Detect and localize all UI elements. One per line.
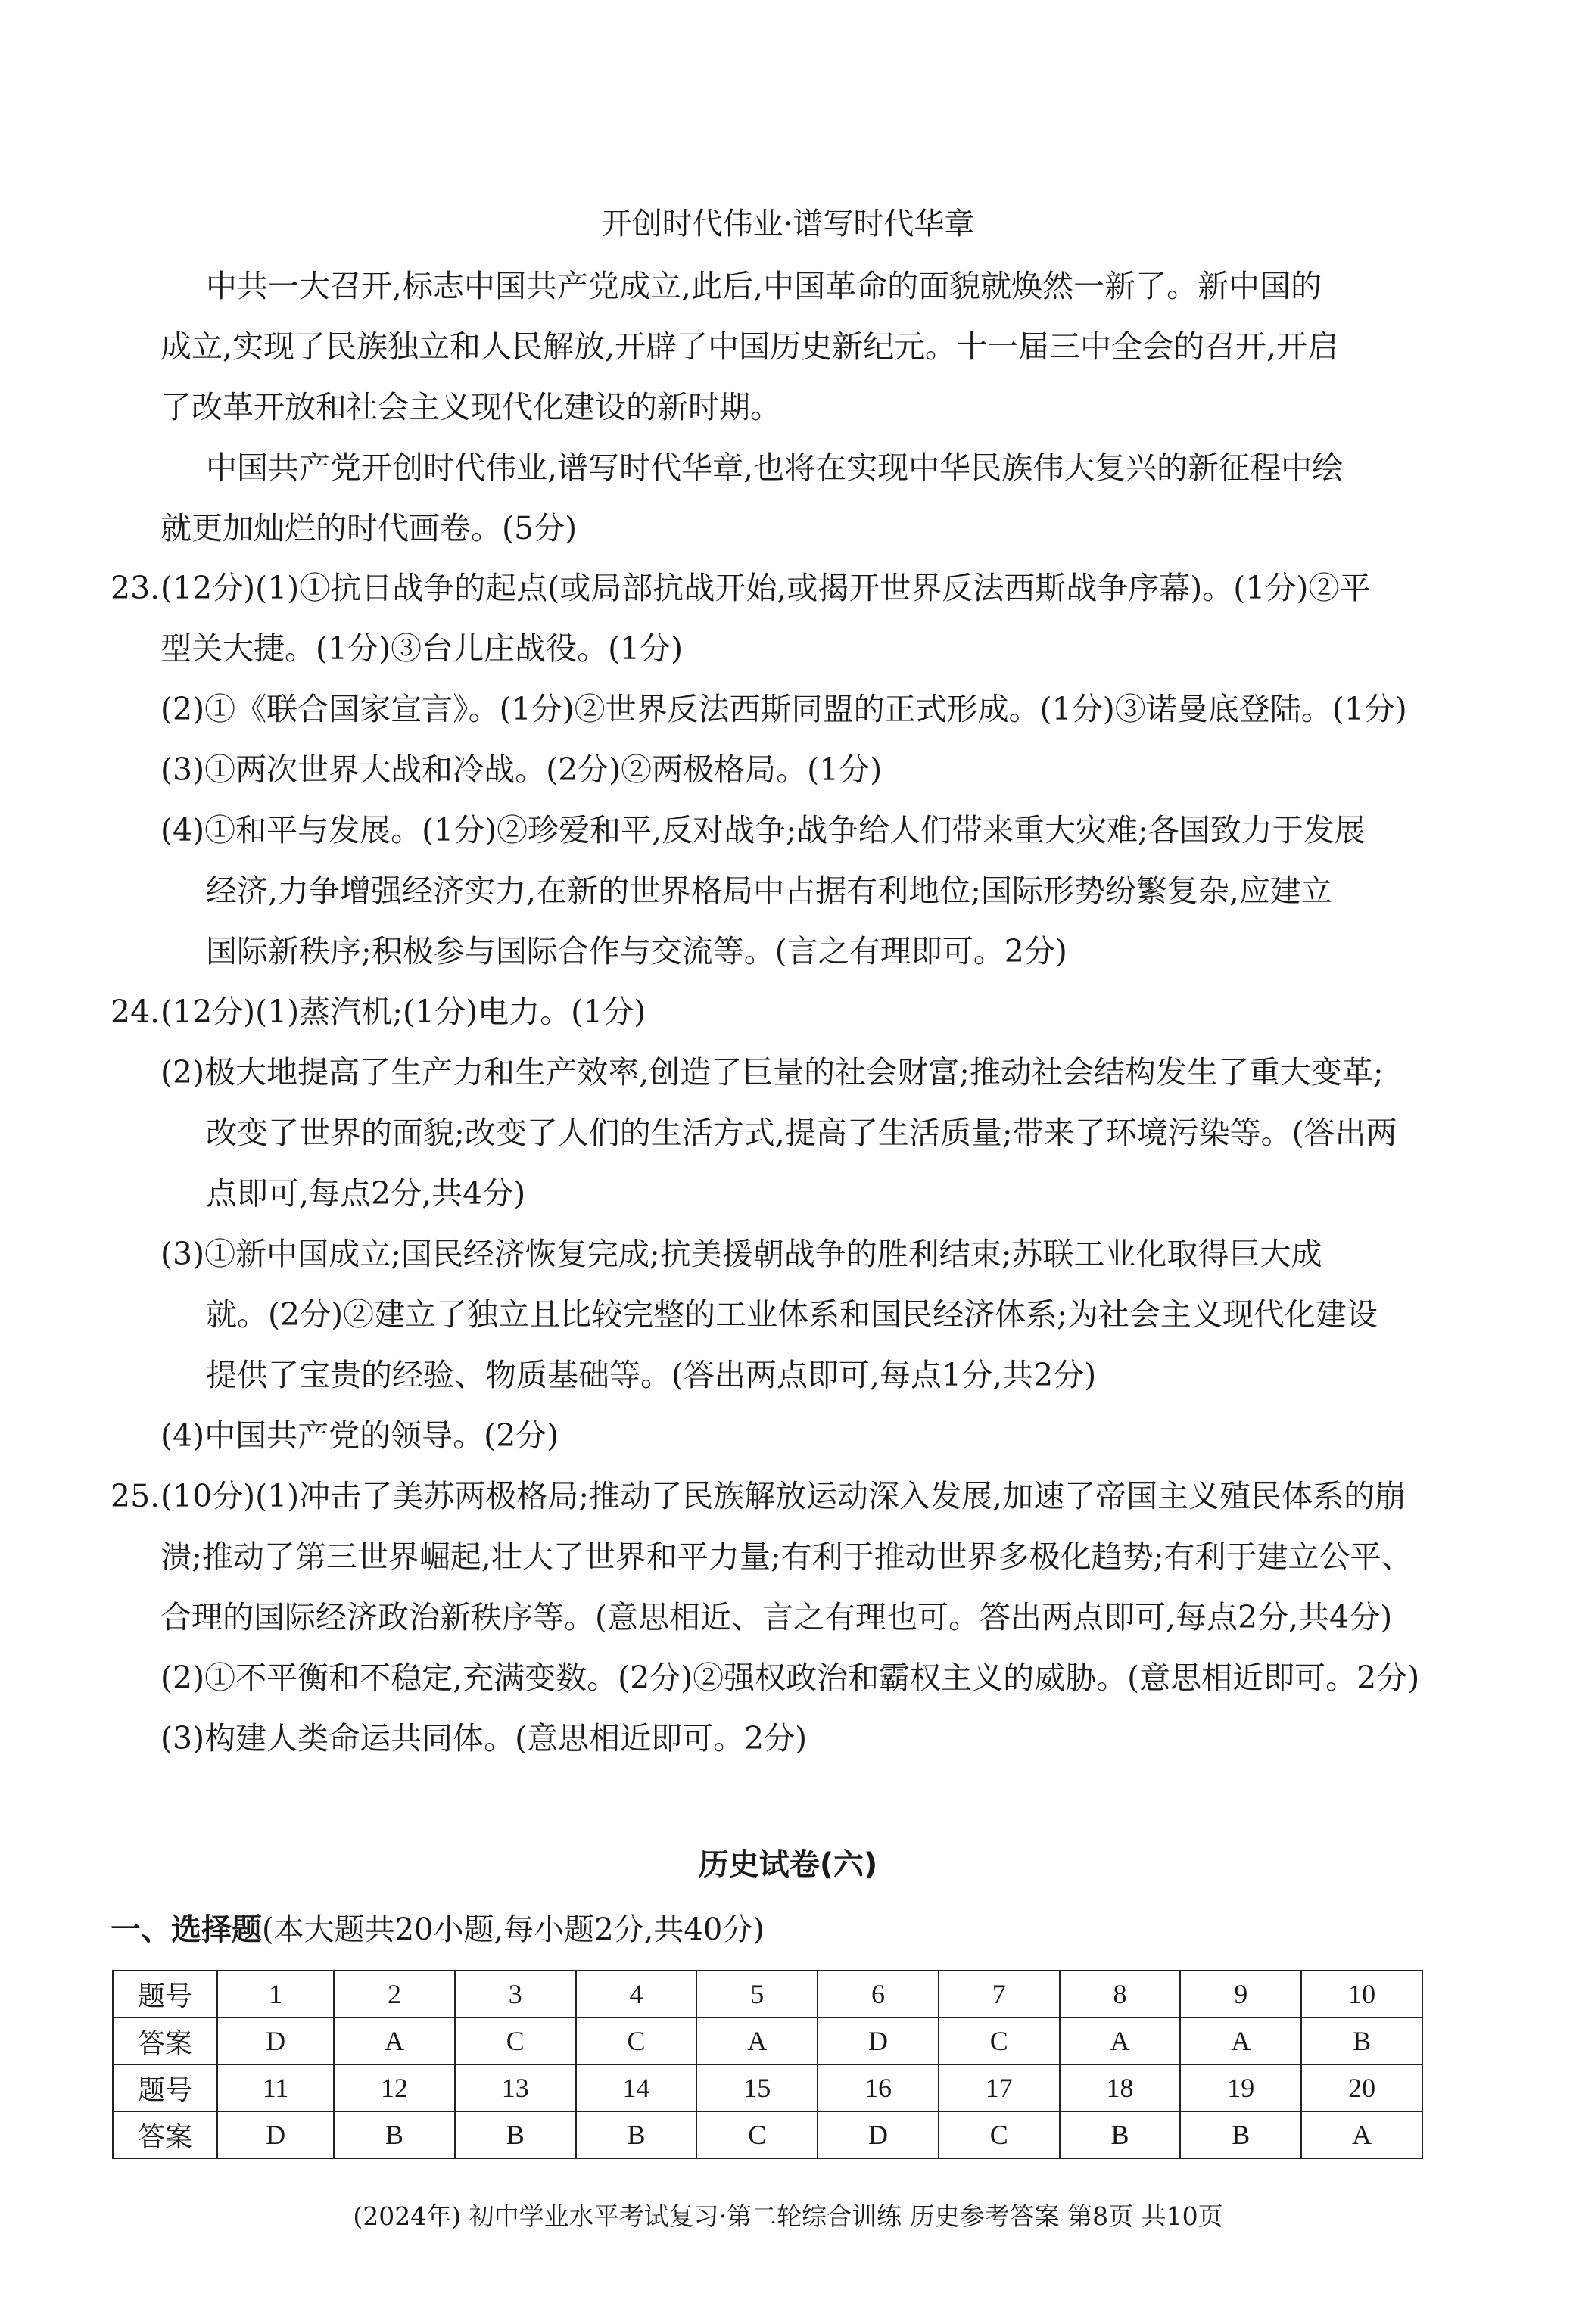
text-line: (4)①和平与发展。(1分)②珍爱和平,反对战争;战争给人们带来重大灾难;各国致力于发展 [160,812,1366,848]
row-label: 答案 [113,2111,217,2158]
table-row [113,1971,1422,2018]
table-cell: 15 [696,2064,818,2111]
text-line: 合理的国际经济政治新秩序等。(意思相近、言之有理也可。答出两点即可,每点2分,共4分) [160,1599,1393,1635]
text-line: 成立,实现了民族独立和人民解放,开辟了中国历史新纪元。十一届三中全会的召开,开启 [160,328,1339,365]
text-line: (2)极大地提高了生产力和生产效率,创造了巨量的社会财富;推动社会结构发生了重大变革; [160,1054,1384,1090]
table-cell: D [217,2018,334,2064]
table-cell: B [1060,2111,1181,2158]
table-cell: C [576,2018,697,2064]
page-footer: (2024年) 初中学业水平考试复习·第二轮综合训练 历史参考答案 第8页 共10页 [353,2201,1223,2231]
table-cell: 9 [1180,1971,1301,2018]
text-line: 就。(2分)②建立了独立且比较完整的工业体系和国民经济体系;为社会主义现代化建设 [206,1296,1378,1333]
table-cell: 3 [455,1971,576,2018]
text-line: 国际新秩序;积极参与国际合作与交流等。(言之有理即可。2分) [206,933,1067,969]
row-label: 答案 [113,2018,217,2064]
text-line: (4)中国共产党的领导。(2分) [160,1417,559,1454]
text-line: 经济,力争增强经济实力,在新的世界格局中占据有利地位;国际形势纷繁复杂,应建立 [206,873,1332,909]
section-heading [111,1906,765,1949]
section-label: 一、选择题 [111,1912,262,1947]
text-line: 点即可,每点2分,共4分) [206,1175,526,1212]
row-label: 题号 [113,2064,217,2111]
table-cell: 20 [1301,2064,1422,2111]
text-line: 溃;推动了第三世界崛起,壮大了世界和平力量;有利于推动世界多极化趋势;有利于建立公平、 [160,1538,1412,1575]
question-number: 23. [111,570,160,606]
table-cell: C [939,2018,1060,2064]
text-line: 中共一大召开,标志中国共产党成立,此后,中国革命的面貌就焕然一新了。新中国的 [206,268,1322,304]
text-line: (2)①《联合国家宣言》。(1分)②世界反法西斯同盟的正式形成。(1分)③诺曼底登陆。(1分) [160,691,1407,727]
table-cell: C [696,2111,818,2158]
text-line: 提供了宝贵的经验、物质基础等。(答出两点即可,每点1分,共2分) [206,1357,1097,1393]
exam-title: 历史试卷(六) [698,1847,878,1882]
essay-title: 开创时代伟业·谱写时代华章 [601,207,975,241]
table-cell: 8 [1060,1971,1181,2018]
question-body [160,1466,1426,1769]
table-row [113,2018,1422,2064]
table-cell: 2 [334,1971,455,2018]
question-body [160,558,1426,982]
row-label: 题号 [113,1971,217,2018]
table-cell: 10 [1301,1971,1422,2018]
table-cell: B [576,2111,697,2158]
table-cell: D [217,2111,334,2158]
table-cell: C [455,2018,576,2064]
text-line: (10分)(1)冲击了美苏两极格局;推动了民族解放运动深入发展,加速了帝国主义殖民体系的崩 [160,1478,1406,1514]
essay-paragraph-1 [160,256,1425,437]
table-cell: B [455,2111,576,2158]
text-line: (12分)(1)①抗日战争的起点(或局部抗战开始,或揭开世界反法西斯战争序幕)。(1分)②平 [160,570,1371,606]
answer-table [112,1970,1423,2159]
table-row [113,2064,1422,2111]
text-line: 中国共产党开创时代伟业,谱写时代华章,也将在实现中华民族伟大复兴的新征程中绘 [206,450,1344,486]
table-cell: B [1180,2111,1301,2158]
text-line: (3)①新中国成立;国民经济恢复完成;抗美援朝战争的胜利结束;苏联工业化取得巨大成 [160,1236,1322,1272]
text-line: (2)①不平衡和不稳定,充满变数。(2分)②强权政治和霸权主义的威胁。(意思相近即可。2分) [160,1660,1420,1696]
text-line: (3)构建人类命运共同体。(意思相近即可。2分) [160,1720,808,1756]
text-line: 改变了世界的面貌;改变了人们的生活方式,提高了生活质量;带来了环境污染等。(答出两 [206,1115,1397,1151]
table-cell: 7 [939,1971,1060,2018]
table-cell: D [818,2111,939,2158]
table-cell: 14 [576,2064,697,2111]
table-cell: C [939,2111,1060,2158]
text-line: (12分)(1)蒸汽机;(1分)电力。(1分) [160,994,646,1030]
text-line: 了改革开放和社会主义现代化建设的新时期。 [160,389,781,425]
table-cell: A [334,2018,455,2064]
table-cell: 16 [818,2064,939,2111]
table-cell: A [1301,2111,1422,2158]
text-line: (3)①两次世界大战和冷战。(2分)②两极格局。(1分) [160,751,883,788]
text-line: 就更加灿烂的时代画卷。(5分) [160,510,578,546]
question-number: 24. [111,994,160,1030]
table-cell: A [1060,2018,1181,2064]
table-row [113,2111,1422,2158]
table-cell: A [1180,2018,1301,2064]
table-cell: 11 [217,2064,334,2111]
table-cell: 18 [1060,2064,1181,2111]
table-cell: 4 [576,1971,697,2018]
table-cell: 5 [696,1971,818,2018]
table-cell: 19 [1180,2064,1301,2111]
table-cell: B [1301,2018,1422,2064]
question-body [160,982,1426,1466]
essay-paragraph-2 [160,437,1425,558]
table-cell: 6 [818,1971,939,2018]
table-cell: A [696,2018,818,2064]
section-note: (本大题共20小题,每小题2分,共40分) [262,1912,765,1947]
table-cell: 17 [939,2064,1060,2111]
table-cell: D [818,2018,939,2064]
table-cell: B [334,2111,455,2158]
question-number: 25. [111,1478,160,1514]
table-cell: 13 [455,2064,576,2111]
table-cell: 1 [217,1971,334,2018]
table-cell: 12 [334,2064,455,2111]
text-line: 型关大捷。(1分)③台儿庄战役。(1分) [160,630,684,667]
